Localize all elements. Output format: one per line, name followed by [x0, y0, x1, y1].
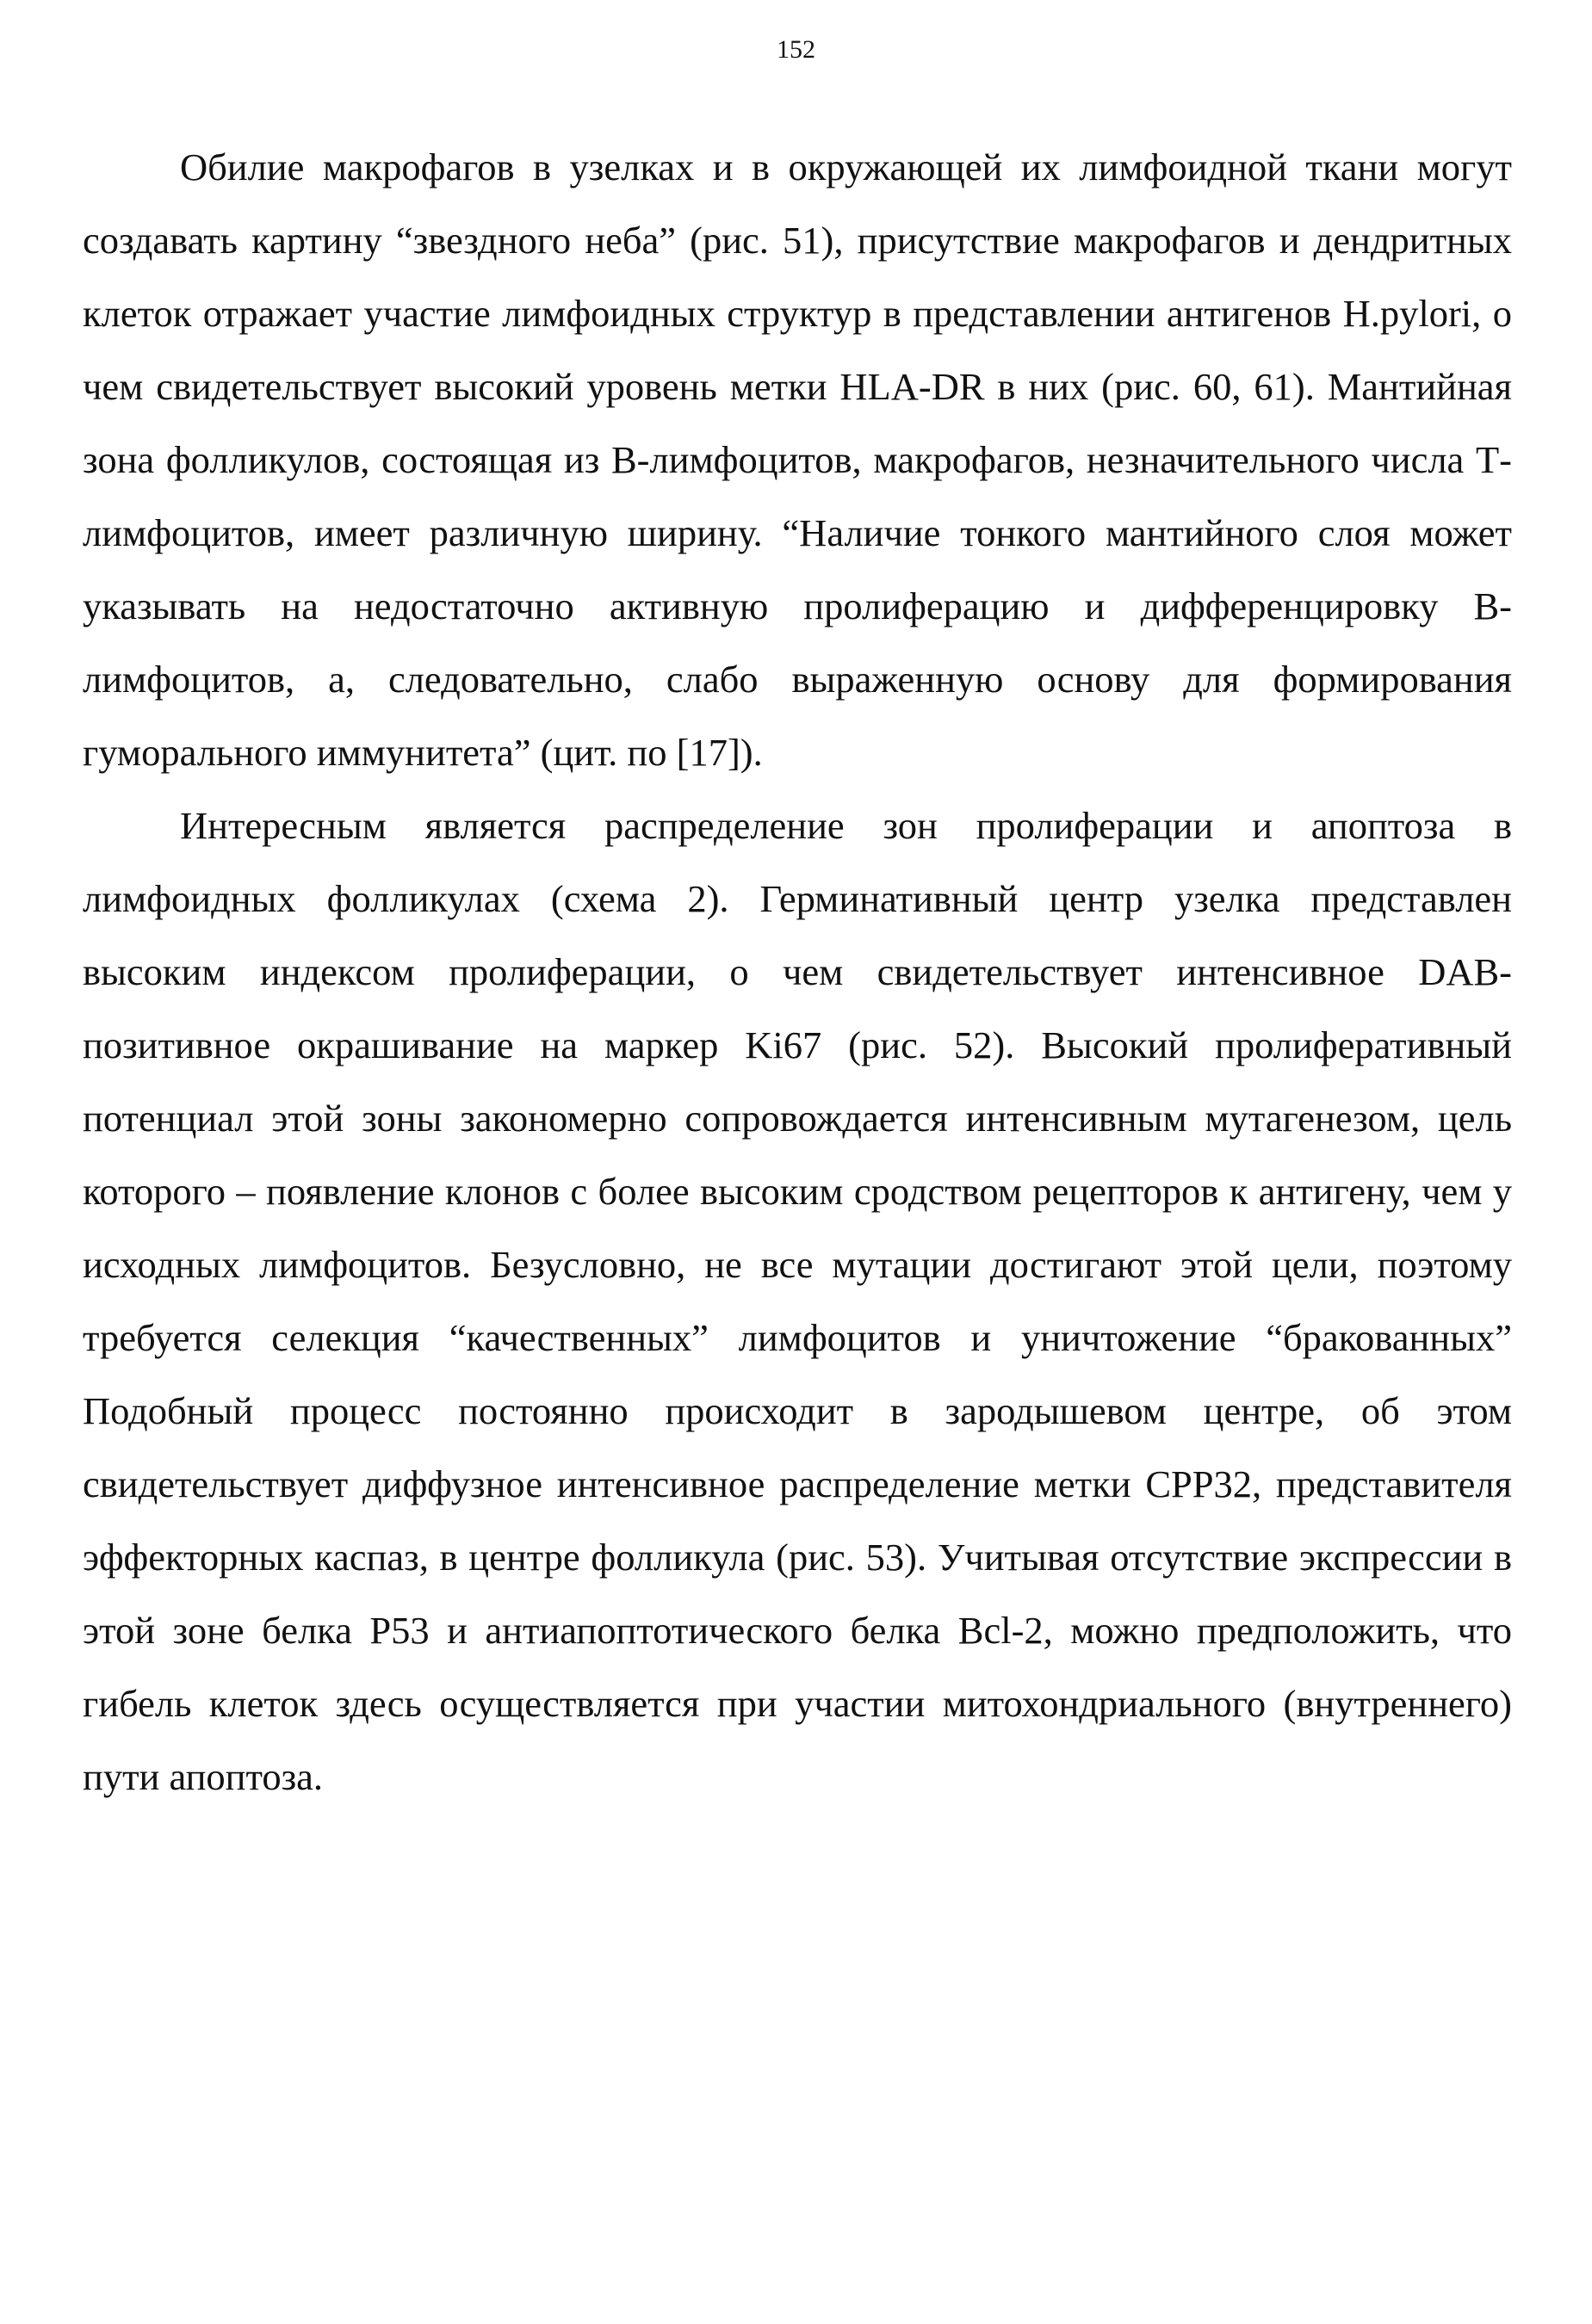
paragraph-proliferation-apoptosis: Интересным является распределение зон пролиферации и апоптоза в лимфоидных фолликулах (схема 2). Герминативный центр узелка представлен высоким индексом пролиферации, о чем свидетельствует интенсивное DAB-позитивное окрашивание на маркер Ki67 (рис. 52). Высокий пролиферативный потенциал этой зоны закономерно сопровождается интенсивным мутагенезом, цель которого – появление клонов с более высоким сродством рецепторов к антигену, чем у исходных лимфоцитов. Безусловно, не все мутации достигают этой цели, поэтому требуется селекция “качественных” лимфоцитов и уничтожение “бракованных” Подобный процесс постоянно происходит в зародышевом центре, об этом свидетельствует диффузное интенсивное распределение метки CPP32, представителя эффекторных каспаз, в центре фолликула (рис. 53). Учитывая отсутствие экспрессии в этой зоне белка P53 и антиапоптотического белка Bcl-2, можно предположить, что гибель клеток здесь осуществляется при участии митохондриального (внутреннего) пути апоптоза.	[83, 804, 1512, 1798]
document-body	[83, 131, 1512, 1814]
paragraph-macrophages: Обилие макрофагов в узелках и в окружающей их лимфоидной ткани могут создавать картину “звездного неба” (рис. 51), присутствие макрофагов и дендритных клеток отражает участие лимфоидных структур в представлении антигенов H.pylori, о чем свидетельствует высокий уровень метки HLA-DR в них (рис. 60, 61). Мантийная зона фолликулов, состоящая из В-лимфоцитов, макрофагов, незначительного числа Т-лимфоцитов, имеет различную ширину. “Наличие тонкого мантийного слоя может указывать на недостаточно активную пролиферацию и дифференцировку В-лимфоцитов, а, следовательно, слабо выраженную основу для формирования гуморального иммунитета” (цит. по [17]).	[83, 145, 1512, 774]
page-number: 152	[777, 35, 815, 64]
